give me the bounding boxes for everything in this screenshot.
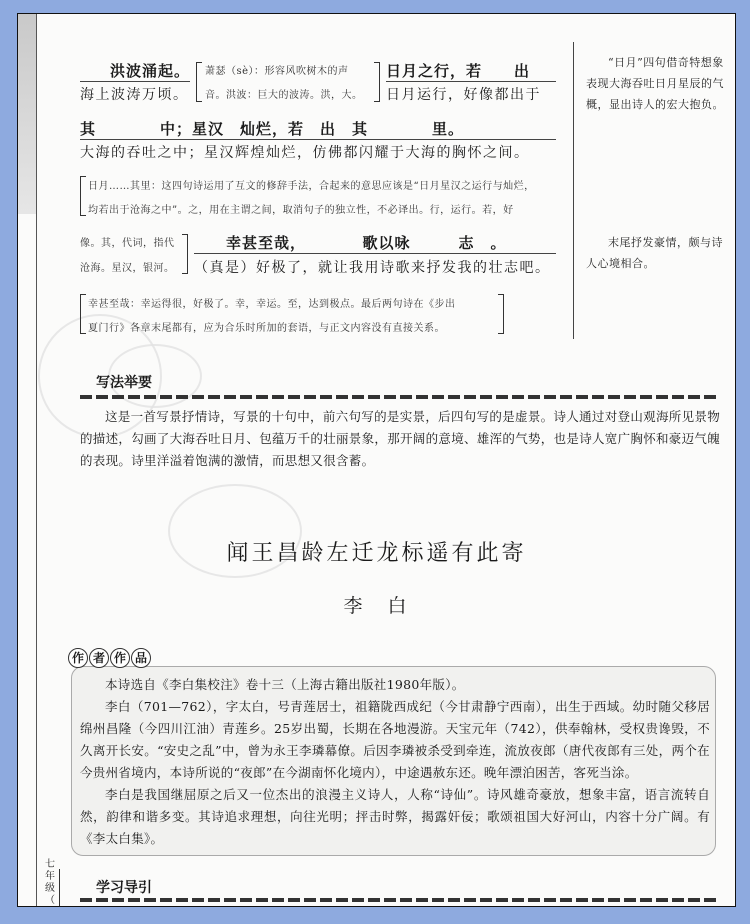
- margin-line: [36, 14, 37, 906]
- poem-line-translation: 大海的吞吐之中；星汉辉煌灿烂，仿佛都闪耀于大海的胸怀之间。: [80, 145, 530, 161]
- poem-line-original: 其 中；星汉 灿烂，若 出 其 里。: [80, 118, 556, 140]
- dashed-divider: [80, 898, 720, 902]
- poem-line-original: 幸甚至哉， 歌以咏 志 。: [194, 232, 556, 254]
- poem-line-original: 日月之行，若 出: [386, 60, 556, 82]
- page-edge-shading: [18, 14, 36, 214]
- column-divider: [573, 42, 574, 339]
- grade-edge-tab: 七年级（: [45, 859, 55, 906]
- note-bracket: [498, 294, 504, 334]
- annotation-line: 萧瑟（sè）：形容风吹树木的声: [205, 66, 349, 77]
- note-bracket: [182, 234, 188, 274]
- writing-paragraph: 这是一首写景抒情诗，写景的十句中，前六句写的是实景，后四句写的是虚景。诗人通过对登山观海所见景物的描述，勾画了大海吞吐日月、包蕴万千的壮丽景象，那开阔的意境、雄浑的气势，也是诗人宽广胸怀和豪迈气魄的表现。诗里洋溢着饱满的激情，而思想又很含蓄。: [80, 409, 721, 468]
- poem-line-original: 洪波涌起。: [80, 60, 190, 82]
- heading-char: 者: [89, 648, 109, 668]
- poem-line-translation: 海上波涛万顷。: [80, 87, 189, 103]
- annotation-line: 音。洪波：巨大的波涛。洪，大。: [205, 90, 363, 101]
- annotation-line: 沧海。星汉，银河。: [80, 263, 175, 274]
- author-paragraph: 李白是我国继屈原之后又一位杰出的浪漫主义诗人，人称“诗仙”。诗风雄奇豪放，想象丰富，语言流转自然，韵律和谐多变。其诗追求理想，向往光明；抨击时弊，揭露奸佞；歌颂祖国大好河山，内容十分广阔。有《李太白集》。: [80, 787, 710, 846]
- note-bracket: [80, 294, 86, 334]
- heading-char: 品: [131, 648, 151, 668]
- note-bracket: [80, 176, 86, 216]
- sidebar-comment: “日月”四句借奇特想象表现大海吞吐日月星辰的气概，显出诗人的宏大抱负。: [586, 56, 724, 111]
- poem-line-translation: 日月运行，好像都出于: [386, 87, 541, 103]
- annotation-line: 像。其，代词，指代: [80, 238, 175, 249]
- section-heading-author-works: [68, 647, 152, 668]
- poem-title: 闻王昌龄左迁龙标遥有此寄: [226, 541, 527, 566]
- section-heading-study-guide: 学习导引: [96, 880, 152, 896]
- annotation-line: 均若出于沧海之中”。之，用在主谓之间，取消句子的独立性，不必译出。行，运行。若，好: [88, 205, 514, 216]
- heading-char: 作: [68, 648, 88, 668]
- poem-line-translation: （真是）好极了，就让我用诗歌来抒发我的壮志吧。: [194, 260, 551, 276]
- heading-char: 作: [110, 648, 130, 668]
- annotation-line: 日月……其里：这四句诗运用了互文的修辞手法，合起来的意思应该是“日月星汉之运行与灿烂，: [88, 181, 535, 192]
- edge-tab-line: [59, 869, 60, 907]
- dashed-divider: [80, 395, 720, 399]
- sidebar-comment: 末尾抒发豪情，颇与诗人心境相合。: [586, 236, 723, 270]
- note-bracket: [196, 62, 202, 102]
- annotation-line: 夏门行》各章末尾都有，应为合乐时所加的套语，与正文内容没有直接关系。: [88, 323, 445, 334]
- author-paragraph: 本诗选自《李白集校注》卷十三（上海古籍出版社1980年版）。: [105, 677, 465, 692]
- author-paragraph: 李白（701—762），字太白，号青莲居士，祖籍陇西成纪（今甘肃静宁西南），出生于西域。幼时随父移居绵州昌隆（今四川江油）青莲乡。25岁出蜀，长期在各地漫游。天宝元年（742），供奉翰林，受权贵谗毁，不久离开长安。“安史之乱”中，曾为永王李璘幕僚。后因李璘被杀受到牵连，流放夜郎（唐代夜郎有三处，两个在今贵州省境内，本诗所说的“夜郎”在今湖南怀化境内），中途遇赦东还。晚年漂泊困苦，客死当涂。: [80, 699, 710, 780]
- poem-author: 李 白: [343, 595, 410, 617]
- textbook-page: [17, 13, 736, 907]
- annotation-line: 幸甚至哉：幸运得很，好极了。幸，幸运。至，达到极点。最后两句诗在《步出: [88, 299, 456, 310]
- note-bracket: [374, 62, 380, 102]
- section-heading-writing: 写法举要: [96, 375, 152, 391]
